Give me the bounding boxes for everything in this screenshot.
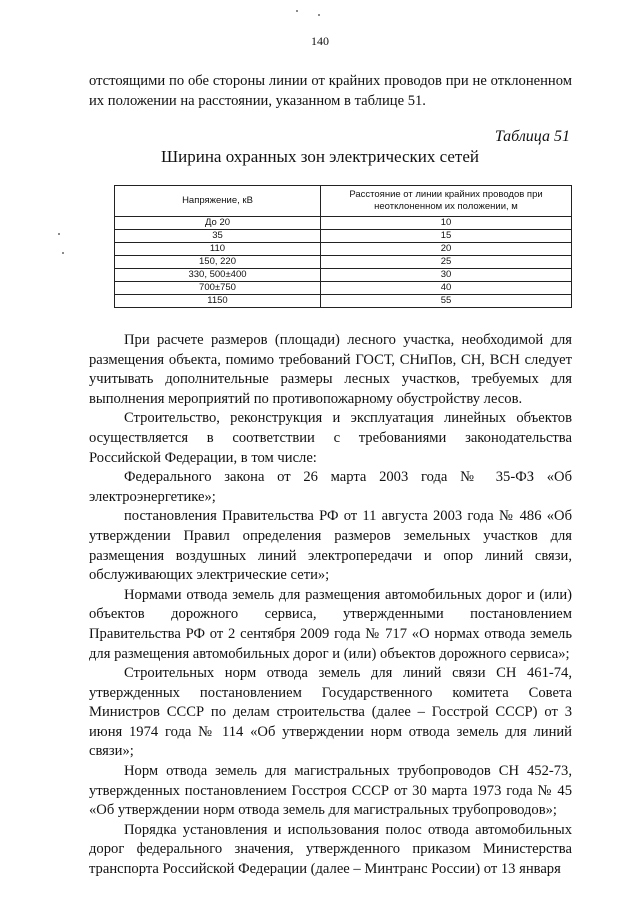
distance-cell: 20	[321, 243, 572, 256]
protection-zones-table	[114, 185, 572, 308]
header-voltage: Напряжение, кВ	[115, 186, 321, 217]
paragraph: Строительство, реконструкция и эксплуатация линейных объектов осуществляется в соответствии с требованиями законодательства Российской Федерации, в том числе:	[89, 410, 572, 466]
table-row	[115, 230, 572, 243]
paragraph: При расчете размеров (площади) лесного участка, необходимой для размещения объекта, помимо требований ГОСТ, СНиПов, СН, ВСН следует учитывать дополнительные размеры лесных участков, требуемых для выполнения мероприятий по противопожарному обустройству лесов.	[89, 332, 572, 407]
body-text	[89, 331, 572, 880]
table-caption: Таблица 51	[494, 128, 570, 145]
paragraph: Федерального закона от 26 марта 2003 года № 35-ФЗ «Об электроэнергетике»;	[89, 469, 572, 505]
voltage-cell: До 20	[115, 217, 321, 230]
distance-cell: 10	[321, 217, 572, 230]
table-title: Ширина охранных зон электрических сетей	[160, 147, 480, 166]
paragraph: Порядка установления и использования полос отвода автомобильных дорог федерального значения, утвержденного приказом Министерства транспорта Российской Федерации (далее – Минтранс России) от 13 января	[89, 821, 572, 878]
voltage-cell: 150, 220	[115, 256, 321, 269]
table-row	[115, 295, 572, 308]
distance-cell: 25	[321, 256, 572, 269]
scan-speck	[296, 10, 298, 12]
intro-text	[89, 72, 572, 111]
distance-cell: 15	[321, 230, 572, 243]
voltage-cell: 35	[115, 230, 321, 243]
voltage-cell: 1150	[115, 295, 321, 308]
table-row	[115, 217, 572, 230]
paragraph: постановления Правительства РФ от 11 августа 2003 года № 486 «Об утверждении Правил определения размеров земельных участков для размещения воздушных линий электропередачи и опор линий связи, обслуживающих электрические сети»;	[89, 508, 572, 584]
scan-speck	[62, 252, 64, 254]
paragraph: Нормами отвода земель для размещения автомобильных дорог и (или) объектов дорожного сервиса, утвержденными постановлением Правительства РФ от 2 сентября 2009 года № 717 «О нормах отвода земель для размещения автомобильных дорог и (или) объектов дорожного сервиса»;	[89, 586, 572, 662]
voltage-cell: 110	[115, 243, 321, 256]
header-distance: Расстояние от линии крайних проводов при неотклоненном их положении, м	[321, 186, 572, 217]
scan-speck	[318, 14, 320, 16]
table-row	[115, 256, 572, 269]
table-row	[115, 282, 572, 295]
scan-speck	[58, 233, 60, 235]
distance-cell: 55	[321, 295, 572, 308]
distance-cell: 30	[321, 269, 572, 282]
intro-paragraph: отстоящими по обе стороны линии от крайних проводов при не отклоненном их положении на расстоянии, указанном в таблице 51.	[89, 73, 572, 109]
table-row	[115, 243, 572, 256]
distance-cell: 40	[321, 282, 572, 295]
voltage-cell: 700±750	[115, 282, 321, 295]
voltage-cell: 330, 500±400	[115, 269, 321, 282]
paragraph: Норм отвода земель для магистральных трубопроводов СН 452-73, утвержденных постановлением Госстроя СССР от 30 марта 1973 года № 45 «Об утверждении норм отвода земель для магистральных трубопроводов»;	[89, 763, 572, 819]
table-header-row	[115, 186, 572, 217]
table-row	[115, 269, 572, 282]
page-number: 140	[311, 34, 329, 48]
paragraph: Строительных норм отвода земель для линий связи СН 461-74, утвержденных постановлением Государственного комитета Совета Министров СССР по делам строительства (далее – Госстрой СССР) от 3 июня 1974 года № 114 «Об утверждении норм отвода земель для линий связи»;	[89, 665, 572, 760]
